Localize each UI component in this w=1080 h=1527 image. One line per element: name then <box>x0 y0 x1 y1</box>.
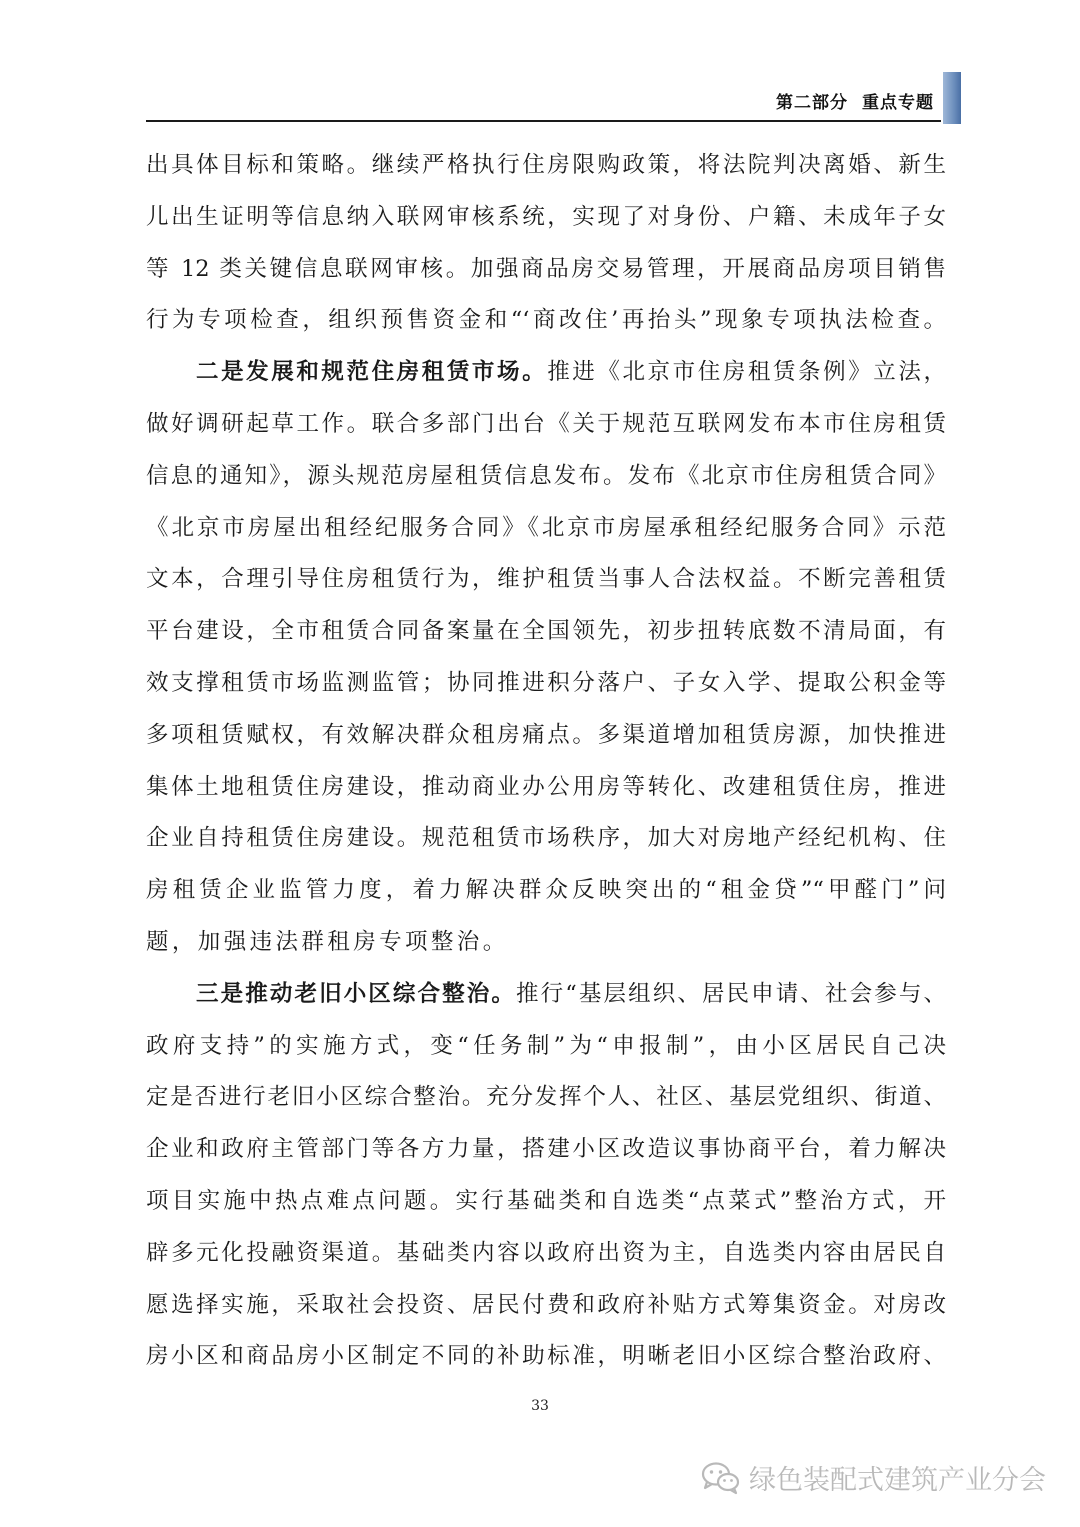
header-accent-bar <box>943 72 961 124</box>
text-line: 定是否进行老旧小区综合整治。充分发挥个人、社区、基层党组织、街道、 <box>146 1084 946 1111</box>
paragraph-lead-line <box>146 347 946 399</box>
text-line: 集体土地租赁住房建设，推动商业办公用房等转化、改建租赁住房，推进 <box>146 773 946 800</box>
source-watermark <box>701 1458 1046 1497</box>
text-line: 行为专项检查，组织预售资金和“‘商改住’再抬头”现象专项执法检查。 <box>146 307 946 334</box>
text-line: 企业自持租赁住房建设。规范租赁市场秩序，加大对房地产经纪机构、住 <box>146 825 946 852</box>
body-text <box>146 140 946 1383</box>
text-line: 文本，合理引导住房租赁行为，维护租赁当事人合法权益。不断完善租赁 <box>146 566 946 593</box>
watermark-text: 绿色装配式建筑产业分会 <box>749 1465 1046 1496</box>
text-line: 愿选择实施，采取社会投资、居民付费和政府补贴方式筹集资金。对房改 <box>146 1291 946 1318</box>
text-line: 项目实施中热点难点问题。实行基础类和自选类“点菜式”整治方式，开 <box>146 1187 946 1214</box>
text-line: 多项租赁赋权，有效解决群众租房痛点。多渠道增加租赁房源，加快推进 <box>146 721 946 748</box>
text-line: 信息的通知》，源头规范房屋租赁信息发布。发布《北京市住房租赁合同》 <box>146 462 946 489</box>
text-line: 平台建设，全市租赁合同备案量在全国领先，初步扭转底数不清局面，有 <box>146 618 946 645</box>
text-line: 儿出生证明等信息纳入联网审核系统，实现了对身份、户籍、未成年子女 <box>146 203 946 230</box>
running-header <box>776 88 934 113</box>
text-line: 政府支持”的实施方式，变“任务制”为“申报制”，由小区居民自己决 <box>146 1032 946 1059</box>
text-line: 效支撑租赁市场监测监管；协同推进积分落户、子女入学、提取公积金等 <box>146 669 946 696</box>
paragraph-lead-line <box>146 969 946 1021</box>
text-line: 题，加强违法群租房专项整治。 <box>146 928 509 955</box>
text-line: 房小区和商品房小区制定不同的补助标准，明晰老旧小区综合整治政府、 <box>146 1343 946 1370</box>
header-rule <box>146 120 941 122</box>
wechat-icon <box>701 1461 741 1495</box>
header-part: 第二部分 <box>776 93 848 113</box>
text-line: 做好调研起草工作。联合多部门出台《关于规范互联网发布本市住房租赁 <box>146 410 946 437</box>
text-span: 推进《北京市住房租赁条例》立法， <box>547 359 946 386</box>
header-topic: 重点专题 <box>862 93 934 113</box>
page-number: 33 <box>531 1398 549 1414</box>
paragraph-heading: 二是发展和规范住房租赁市场。 <box>196 359 548 386</box>
text-line: 等 12 类关键信息联网审核。加强商品房交易管理，开展商品房项目销售 <box>146 255 946 282</box>
text-line: 出具体目标和策略。继续严格执行住房限购政策，将法院判决离婚、新生 <box>146 152 946 178</box>
text-line: 《北京市房屋出租经纪服务合同》《北京市房屋承租经纪服务合同》示范 <box>146 514 946 541</box>
text-line: 企业和政府主管部门等各方力量，搭建小区改造议事协商平台，着力解决 <box>146 1136 946 1163</box>
paragraph-heading: 三是推动老旧小区综合整治。 <box>196 980 517 1007</box>
text-line: 房租赁企业监管力度，着力解决群众反映突出的“租金贷”“甲醛门”问 <box>146 877 946 904</box>
text-line: 辟多元化投融资渠道。基础类内容以政府出资为主，自选类内容由居民自 <box>146 1239 946 1266</box>
text-span: 推行“基层组织、居民申请、社会参与、 <box>516 980 946 1007</box>
